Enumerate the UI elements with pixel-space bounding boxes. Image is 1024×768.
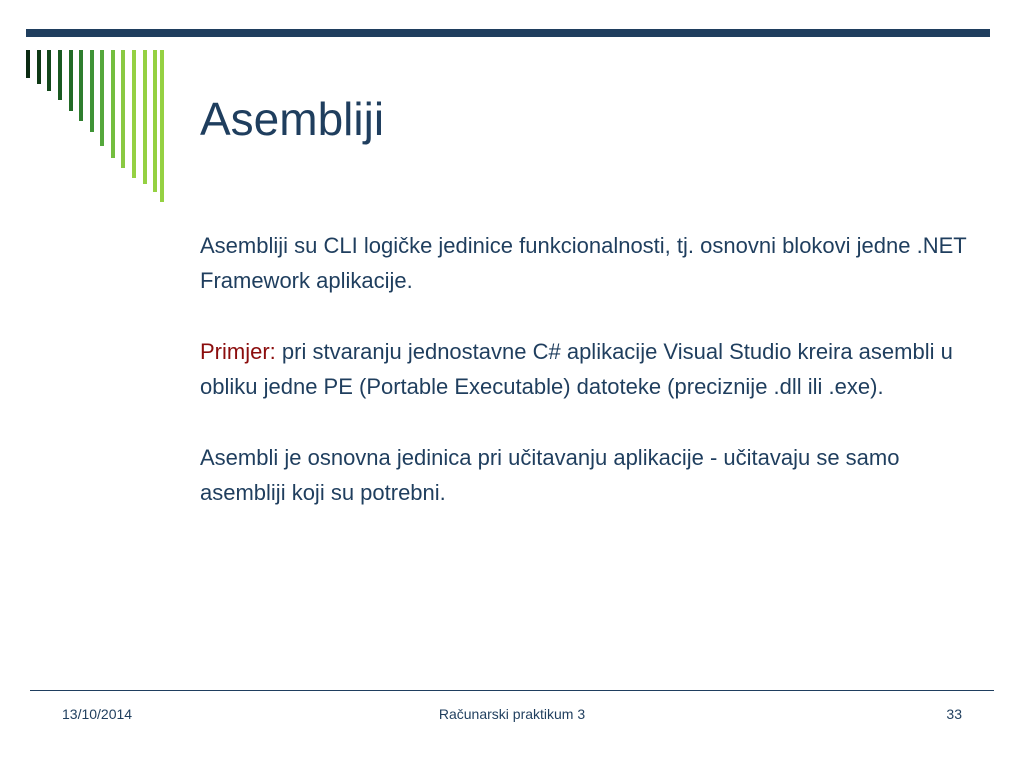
page-number: 33 [946,706,962,722]
paragraph-text: Asembli je osnovna jedinica pri učitavanju aplikacije - učitavaju se samo asembliji koji su potrebni. [200,445,900,505]
slide-title: Asembliji [200,93,385,145]
stripe [100,50,104,146]
paragraph-label: Primjer: [200,339,276,364]
footer-date: 13/10/2014 [62,706,133,722]
stripe [153,50,157,192]
stripe [58,50,62,100]
slide-body [200,228,970,546]
stripe [90,50,94,132]
paragraph [200,228,970,298]
stripe [37,50,41,84]
stripe [160,50,164,202]
footer-title: Računarski praktikum 3 [438,706,586,722]
paragraph-text: pri stvaranju jednostavne C# aplikacije Visual Studio kreira asembli u obliku jedne PE (Portable Executable) datoteke (preciznije .dll ili .exe). [200,339,953,399]
stripe [47,50,51,91]
stripe-decoration [0,0,180,210]
stripe [26,50,30,78]
stripe [143,50,147,184]
stripe [69,50,73,111]
stripe [111,50,115,158]
stripe [132,50,136,178]
stripe [79,50,83,121]
paragraph-text: Asembliji su CLI logičke jedinice funkcionalnosti, tj. osnovni blokovi jedne .NET Framework aplikacije. [200,233,967,293]
footer-divider [30,690,994,691]
paragraph [200,334,970,404]
stripe [121,50,125,168]
paragraph [200,440,970,510]
